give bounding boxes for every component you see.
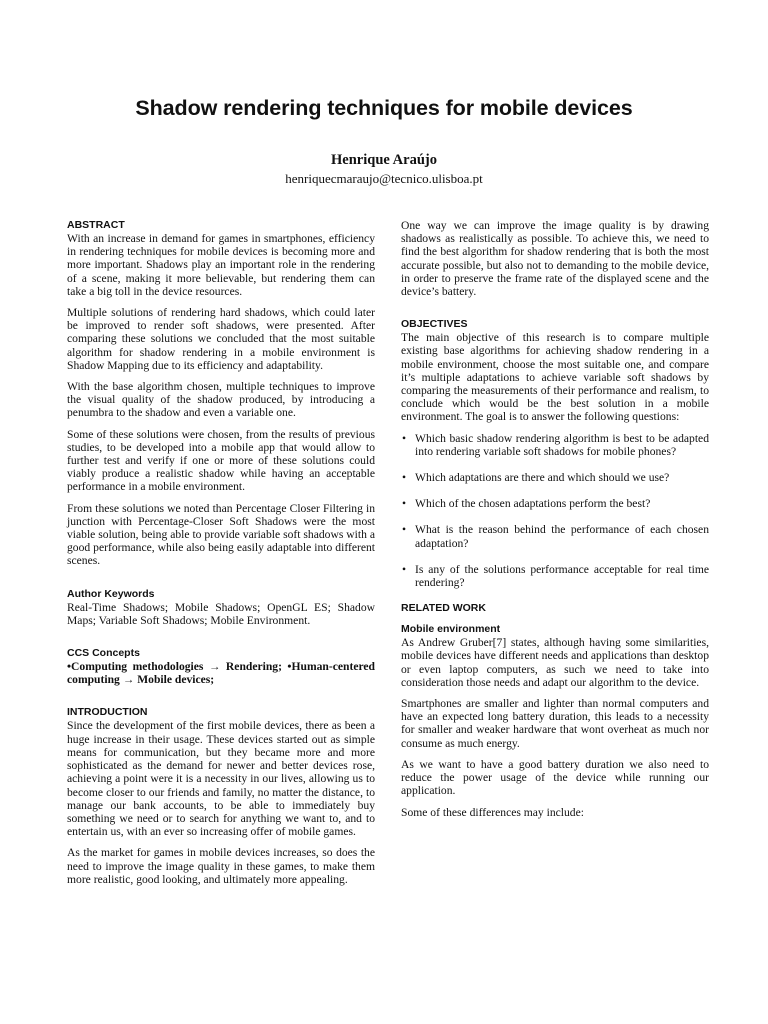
ccs-text: •Computing methodologies → Rendering; •Human-centered computing → Mobile devices;: [67, 660, 375, 687]
objectives-heading: OBJECTIVES: [401, 318, 468, 331]
list-item: • Which of the chosen adaptations perform the best?: [401, 497, 709, 510]
list-item: • Which adaptations are there and which should we use?: [401, 471, 709, 484]
introduction-paragraph: As the market for games in mobile devices increases, so does the need to improve the image quality in these games, to make them more realistic, good looking, and ultimately more appealing.: [67, 846, 375, 886]
left-column: [67, 219, 375, 894]
author-email: henriquecmaraujo@tecnico.ulisboa.pt: [285, 171, 483, 186]
abstract-paragraph: Multiple solutions of rendering hard shadows, which could later be improved to render soft shadows, were presented. After comparing these solutions we concluded that the most suitable algorithm for shadow rendering in a mobile environment is Shadow Mapping due to its efficiency and adaptability.: [67, 306, 375, 372]
keywords-heading: Author Keywords: [67, 587, 155, 600]
abstract-paragraph: Some of these solutions were chosen, from the results of previous studies, to be developed into a mobile app that would allow to further test and verify if one or more of these solutions could viably produce a realistic shadow while having an acceptable performance in a mobile environment.: [67, 427, 375, 494]
related-work-paragraph: As we want to have a good battery duration we also need to reduce the power usage of the device while running our application.: [401, 757, 709, 798]
keywords-text: Real-Time Shadows; Mobile Shadows; OpenGL ES; Shadow Maps; Variable Soft Shadows; Mobile Environment.: [67, 600, 375, 627]
objectives-paragraph: The main objective of this research is to compare multiple existing base algorithms for achieving shadow rendering in a mobile environment, choose the most suitable one, and compare it’s multiple adaptations to achieve variable soft shadows by comparing the measurements of their performance and realism, to conclude which would be the best solution in a mobile environment. The goal is to answer the following questions:: [401, 331, 709, 424]
related-work-paragraph: Smartphones are smaller and lighter than normal computers and have an expected long battery duration, this leads to a necessity for smaller and weaker hardware that wont overheat as much nor consume as much energy.: [401, 697, 709, 750]
related-work-paragraph: As Andrew Gruber[7] states, although having some similarities, mobile devices have different needs and applications than desktop or even laptop computers, as such we need to take into consideration those needs and adapt our algorithm to the device.: [401, 636, 709, 689]
related-work-paragraph: Some of these differences may include:: [401, 805, 584, 819]
abstract-paragraph: With an increase in demand for games in smartphones, efficiency in rendering techniques for mobile devices is becoming more and more important. Shadows play an important role in the rendering of a scene, making it more believable, but rendering them can take a big toll in the device resources.: [67, 232, 375, 298]
introduction-paragraph: One way we can improve the image quality is by drawing shadows as realistically as possible. To achieve this, we need to find the best algorithm for shadow rendering that is both the most accurate possible, but also not to demanding to the mobile device, in order to preserve the frame rate of the displayed scene and the device’s battery.: [401, 219, 709, 299]
abstract-paragraph: From these solutions we noted than Percentage Closer Filtering in junction with Percentage-Closer Soft Shadows were the most viable solution, being able to provide variable soft shadows with a good performance, while also being easily adaptable into different scenes.: [67, 501, 375, 568]
objectives-questions: [401, 432, 709, 590]
ccs-heading: CCS Concepts: [67, 647, 140, 660]
introduction-heading: INTRODUCTION: [67, 706, 148, 719]
abstract-paragraph: With the base algorithm chosen, multiple techniques to improve the visual quality of the shadow produced, by introducing a penumbra to the shadow and even a variable one.: [67, 380, 375, 420]
right-column: [401, 219, 709, 827]
list-item: • What is the reason behind the performance of each chosen adaptation?: [401, 523, 709, 549]
related-work-heading: RELATED WORK: [401, 602, 486, 615]
author-name: Henrique Araújo: [331, 152, 437, 168]
introduction-paragraph: Since the development of the first mobile devices, there as been a huge increase in their usage. These devices started out as simple means for communication, but they became more and more sophisticated as the demand for newer and better devices rose, achieving a point were it is a necessity in our lives, allowing us to become closer to our friends and family, no matter the distance, to manage our bank accounts, to be able to immediately buy something we need or to search for anything we want to, and to entertain us, with an ever so increasing offer of mobile games.: [67, 719, 375, 839]
abstract-heading: ABSTRACT: [67, 219, 125, 231]
paper-title: Shadow rendering techniques for mobile devices: [135, 96, 633, 120]
list-item: • Which basic shadow rendering algorithm is best to be adapted into rendering variable soft shadows for mobile phones?: [401, 432, 709, 458]
list-item: • Is any of the solutions performance acceptable for real time rendering?: [401, 563, 709, 589]
mobile-environment-subheading: Mobile environment: [401, 623, 501, 636]
